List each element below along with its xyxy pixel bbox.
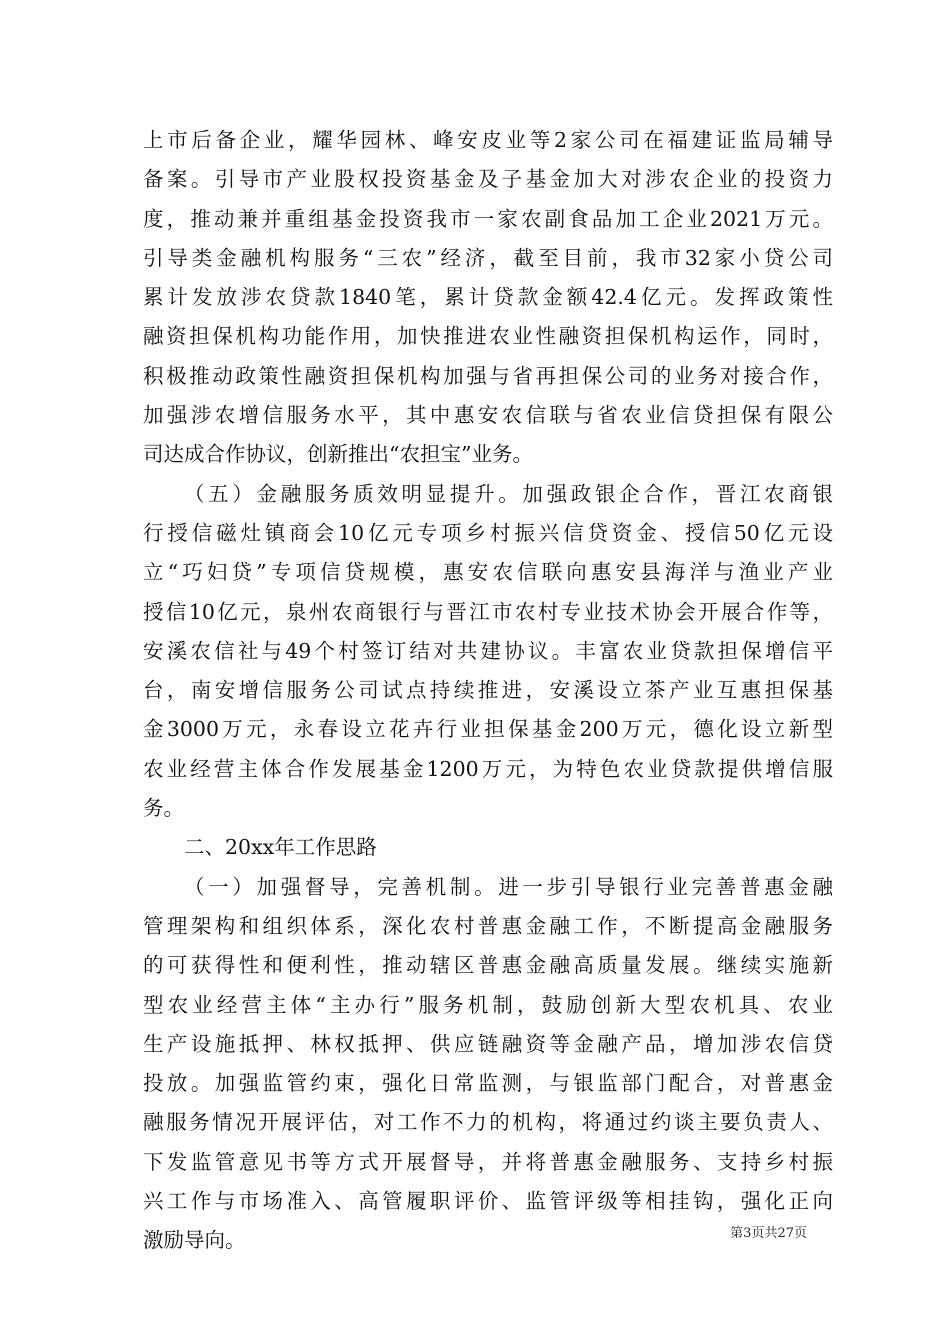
text-line: 的可获得性和便利性，推动辖区普惠金融高质量发展。继续实施新 (143, 953, 833, 978)
text-line: 型农业经营主体“主办行”服务机制，鼓励创新大型农机具、农业 (143, 992, 833, 1017)
text-line: 积极推动政策性融资担保机构加强与省再担保公司的业务对接合作， (143, 363, 833, 388)
paragraph-heading-line: （五）金融服务质效明显提升。加强政银企合作，晋江农商银 (184, 481, 833, 506)
text-line: 管理架构和组织体系，深化农村普惠金融工作，不断提高金融服务 (143, 913, 833, 938)
text-line: 累计发放涉农贷款1840笔，累计贷款金额42.4亿元。发挥政策性 (143, 285, 833, 310)
text-line: 加强涉农增信服务水平，其中惠安农信联与省农业信贷担保有限公 (143, 403, 833, 428)
text-line: 金3000万元，永春设立花卉行业担保基金200万元，德化设立新型 (143, 717, 833, 742)
page-number-footer (0, 1222, 950, 1241)
text-line: 下发监管意见书等方式开展督导，并将普惠金融服务、支持乡村振 (143, 1149, 833, 1174)
text-line: 融服务情况开展评估，对工作不力的机构，将通过约谈主要负责人、 (143, 1110, 833, 1135)
text-line: 投放。加强监管约束，强化日常监测，与银监部门配合，对普惠金 (143, 1071, 833, 1096)
text-line: 上市后备企业，耀华园林、峰安皮业等2家公司在福建证监局辅导 (143, 128, 833, 152)
text-line: 兴工作与市场准入、高管履职评价、监管评级等相挂钩，强化正向 (143, 1189, 833, 1214)
text-line: 安溪农信社与49个村签订结对共建协议。丰富农业贷款担保增信平 (143, 638, 833, 663)
text-line: 融资担保机构功能作用，加快推进农业性融资担保机构运作，同时， (143, 324, 833, 349)
page-number-label: 第3页共27页 (730, 1226, 807, 1241)
text-line: 激励导向。 (143, 1228, 246, 1253)
text-line: 务。 (143, 796, 184, 821)
text-line: 授信10亿元，泉州农商银行与晋江市农村专业技术协会开展合作等， (143, 599, 833, 624)
text-line: 度，推动兼并重组基金投资我市一家农副食品加工企业2021万元。 (143, 206, 833, 231)
section-heading: 二、20xx年工作思路 (184, 835, 377, 860)
paragraph-heading-line: （一）加强督导，完善机制。进一步引导银行业完善普惠金融 (184, 874, 833, 899)
text-line: 备案。引导市产业股权投资基金及子基金加大对涉农企业的投资力 (143, 167, 833, 192)
text-line: 生产设施抵押、林权抵押、供应链融资等金融产品，增加涉农信贷 (143, 1031, 833, 1056)
text-line: 农业经营主体合作发展基金1200万元，为特色农业贷款提供增信服 (143, 756, 833, 781)
text-line: 台，南安增信服务公司试点持续推进，安溪设立茶产业互惠担保基 (143, 678, 833, 703)
text-line: 司达成合作协议，创新推出“农担宝”业务。 (143, 442, 533, 467)
text-line: 行授信磁灶镇商会10亿元专项乡村振兴信贷资金、授信50亿元设 (143, 520, 833, 545)
text-line: 立“巧妇贷”专项信贷规模，惠安农信联向惠安县海洋与渔业产业 (143, 560, 833, 585)
text-line: 引导类金融机构服务“三农”经济，截至目前，我市32家小贷公司 (143, 245, 833, 270)
document-body (143, 121, 833, 1261)
